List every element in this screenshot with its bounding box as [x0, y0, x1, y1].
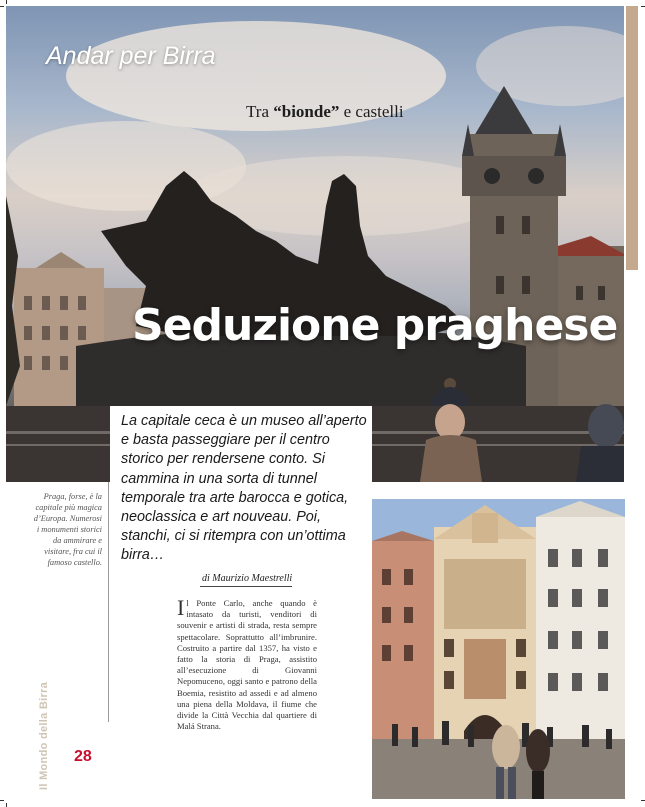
crop-mark — [641, 800, 645, 801]
subtitle-suffix: e castelli — [339, 102, 404, 121]
lead-paragraph: La capitale ceca è un museo all’aperto e basta passeggiare per il centro storico per rendersene conto. Si cammina in una sorta di tunnel temporale tra arte barocca e gotica, neoclassica e art nouveau. Poi, stanchi, ci si ritempra con un’ottima birra… — [121, 413, 367, 564]
byline-underline — [200, 586, 292, 587]
crop-mark — [6, 803, 7, 807]
crop-mark — [6, 0, 7, 4]
photo-caption: Praga, forse, è la capitale più magica d’Europa. Numerosi i monumenti storici da ammirare e visitare, fra cui il famoso castello. — [33, 492, 102, 567]
subtitle — [246, 102, 404, 122]
article-body-text: l Ponte Carlo, anche quando è intasato da turisti, venditori di souvenir e artisti di strada, resta sempre spettacolare. Soprattutto all’imbrunire. Costruito a partire dal 1357, ha visto e fatto la storia di Praga, assistito all’esecuzione di Giovanni Nepomuceno, oggi santo e patrono della Boemia, resistito ad assedi e ad almeno una piena della Moldava, il fiume che divide la Città Vecchia dal quartiere di Malá Strana. — [177, 598, 317, 732]
column-divider — [108, 482, 109, 722]
subtitle-bold: “bionde” — [273, 102, 340, 121]
crop-mark — [641, 6, 645, 7]
secondary-photo — [372, 499, 625, 799]
author-byline: di Maurizio Maestrelli — [202, 573, 293, 584]
section-title: Andar per Birra — [46, 42, 216, 70]
page-number: 28 — [74, 748, 92, 765]
drop-cap: I — [177, 595, 185, 620]
square-scene — [372, 499, 625, 799]
page-title: Seduzione praghese — [132, 300, 618, 351]
adjacent-page-edge — [626, 6, 638, 270]
article-body — [177, 595, 317, 732]
crop-mark — [0, 800, 4, 801]
crop-mark — [0, 6, 4, 7]
subtitle-prefix: Tra — [246, 102, 274, 121]
magazine-name: Il Mondo della Birra — [38, 681, 50, 790]
